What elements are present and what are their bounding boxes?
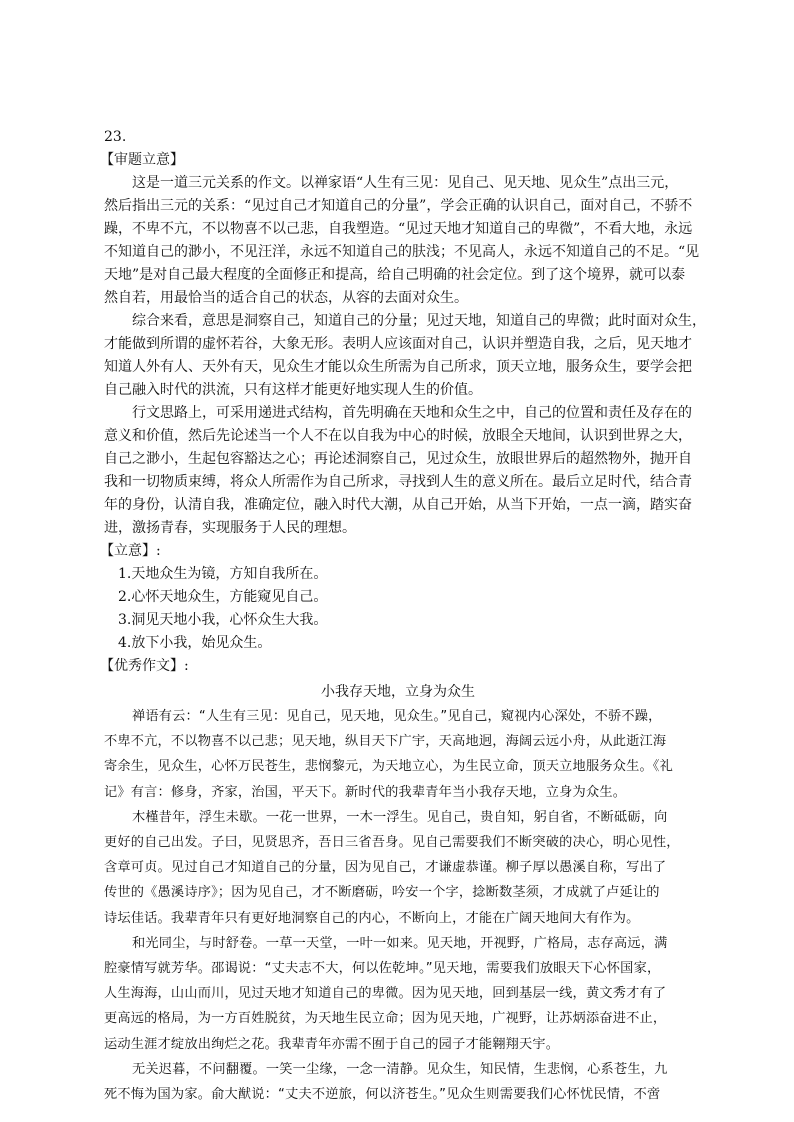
text-line: 这是一道三元关系的作文。以禅家语“人生有三见：见自己、见天地、见众生”点出三元， <box>132 175 679 191</box>
essay-paragraph <box>104 1057 692 1107</box>
analysis-paragraph <box>104 172 700 310</box>
text-line: 人生海海，山山而川，见过天地才知道自己的卑微。因为见天地，回到基层一线，黄文秀才有了 <box>104 986 667 1002</box>
text-line: 躁，不卑不亢，不以物喜不以己悲，自我塑造。“见过天地才知道自己的卑微”，不看大地，永远 <box>104 221 693 237</box>
text-line: 天地”是对自己最大程度的全面修正和提高，给自己明确的社会定位。到了这个境界，就可以泰 <box>104 267 686 283</box>
list-item: 4.放下小我，始见众生。 <box>118 635 272 651</box>
text-line: 禅语有云：“人生有三见：见自己，见天地，见众生。”见自己，窥视内心深处，不骄不躁， <box>132 709 662 724</box>
essay-title: 小我存天地，立身为众生 <box>321 684 475 700</box>
list-item: 2.心怀天地众生，方能窥见自己。 <box>118 589 328 605</box>
text-line: 然后指出三元的关系：“见过自己才知道自己的分量”，学会正确的认识自己，面对自己，不骄不 <box>104 198 693 214</box>
text-line: 综合来看，意思是洞察自己，知道自己的分量；见过天地，知道自己的卑微；此时面对众生， <box>132 313 706 329</box>
text-line: 更好的自己出发。子曰，见贤思齐，吾日三省吾身。见自己需要我们不断突破的决心，明心见性， <box>104 835 680 851</box>
theme-list <box>104 563 692 655</box>
text-line: 才能做到所谓的虚怀若谷，大象无形。表明人应该面对自己，认识并塑造自我，之后，见天地才 <box>104 336 692 352</box>
text-line: 行文思路上，可采用递进式结构，首先明确在天地和众生之中，自己的位置和责任及存在的 <box>132 405 692 421</box>
text-line: 和光同尘，与时舒卷。一草一天堂，一叶一如来。见天地，开视野，广格局，志存高远，满 <box>132 935 668 951</box>
text-line: 自己之渺小，生起包容豁达之心；再论述洞察自己，见过众生，放眼世界后的超然物外，抛开自 <box>104 451 692 467</box>
list-item: 1.天地众生为镜，方知自我所在。 <box>118 566 328 582</box>
text-line: 无关迟暮，不问翻覆。一笑一尘缘，一念一清静。见众生，知民情，生悲悯，心系苍生，九 <box>132 1061 668 1077</box>
text-line: 我和一切物质束缚，将众人所需作为自己所求，寻找到人生的意义所在。最后立足时代，结合青 <box>104 474 692 490</box>
text-line: 诗坛佳话。我辈青年只有更好地洞察自己的内心，不断向上，才能在广阔天地间大有作为。 <box>104 910 640 926</box>
list-item: 3.洞见天地小我，心怀众生大我。 <box>118 612 328 628</box>
section-heading-topic-analysis: 【审题立意】 <box>100 152 184 168</box>
text-line: 不卑不亢，不以物喜不以己悲；见天地，纵目天下广宇，天高地迥，海阔云远小舟，从此逝江海 <box>104 734 667 750</box>
text-line: 死不悔为国为家。俞大猷说：“丈夫不逆旅，何以济苍生。”见众生则需要我们心怀忧民情，不啻 <box>104 1087 661 1103</box>
essay-paragraph <box>104 704 692 805</box>
text-line: 知道人外有人、天外有天，见众生才能以众生所需为自己所求，顶天立地，服务众生，要学会把 <box>104 359 692 375</box>
document-body <box>100 126 706 1107</box>
text-line: 记》有言：修身，齐家，治国，平天下。新时代的我辈青年当小我存天地，立身为众生。 <box>104 784 627 800</box>
essay-paragraph <box>104 805 692 931</box>
text-line: 腔豪情写就芳华。邵谒说：“丈夫志不大，何以佐乾坤。”见天地，需要我们放眼天下心怀国家， <box>104 961 661 977</box>
text-line: 更高远的格局，为一方百姓脱贫，为天地生民立命；因为见天地，广视野，让苏炳添奋进不止， <box>104 1011 667 1027</box>
model-essay <box>104 704 692 1107</box>
section-heading-model-essay: 【优秀作文】: <box>100 658 189 674</box>
question-number: 23. <box>104 129 127 145</box>
text-line: 含章可贞。见过自己才知道自己的分量，因为见自己，才谦虚恭谨。柳子厚以愚溪自称，写出了 <box>104 860 667 876</box>
text-line: 运动生涯才绽放出绚烂之花。我辈青年亦需不囿于自己的园子才能翱翔天宇。 <box>104 1036 560 1052</box>
text-line: 木槿昔年，浮生未歇。一花一世界，一木一浮生。见自己，贵自知，躬自省，不断砥砺，向 <box>132 809 668 825</box>
text-line: 不知道自己的渺小，不见汪洋，永远不知道自己的肤浅；不见高人，永远不知道自己的不足。“见 <box>104 244 700 260</box>
section-heading-theme: 【立意】: <box>100 543 161 559</box>
text-line: 然自若，用最恰当的适合自己的状态，从容的去面对众生。 <box>104 290 468 306</box>
text-line: 自己融入时代的洪流，只有这样才能更好地实现人生的价值。 <box>104 382 482 398</box>
text-line: 年的身份，认清自我，准确定位，融入时代大潮，从自己开始，从当下开始，一点一滴，踏实奋 <box>104 497 692 513</box>
text-line: 寄余生，见众生，心怀万民苍生，悲悯黎元，为天地立心，为生民立命，顶天立地服务众生。《礼 <box>104 759 674 775</box>
text-line: 进，激扬青春，实现服务于人民的理想。 <box>104 520 356 536</box>
text-line: 意义和价值，然后先论述当一个人不在以自我为中心的时候，放眼全天地间，认识到世界之大， <box>104 428 692 444</box>
analysis-paragraph <box>104 402 692 540</box>
analysis-paragraph <box>104 310 706 402</box>
text-line: 传世的《愚溪诗序》；因为见自己，才不断磨砺，吟安一个字，捻断数茎须，才成就了卢延让的 <box>104 885 660 901</box>
essay-paragraph <box>104 931 692 1057</box>
